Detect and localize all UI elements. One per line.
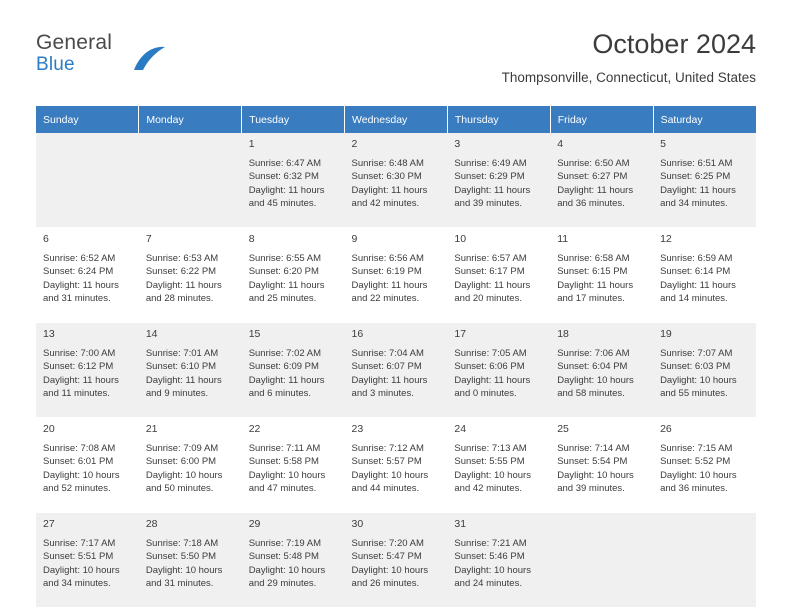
daylight-text: and 39 minutes. (454, 198, 522, 210)
daylight-text: and 50 minutes. (145, 483, 214, 495)
sunrise-text: Sunrise: 7:20 AM (351, 537, 424, 549)
sunrise-text: Sunrise: 7:09 AM (145, 442, 219, 454)
calendar-day-cell[interactable] (36, 513, 139, 608)
sunset-text: Sunset: 5:54 PM (557, 456, 628, 468)
calendar-day-cell[interactable] (653, 418, 756, 513)
day-number: 15 (248, 328, 261, 340)
sunrise-text: Sunrise: 7:02 AM (248, 347, 322, 359)
sunrise-text: Sunrise: 7:19 AM (248, 537, 322, 549)
daylight-text: and 47 minutes. (248, 483, 317, 495)
sunset-text: Sunset: 6:22 PM (145, 266, 217, 278)
sunset-text: Sunset: 6:00 PM (145, 456, 217, 468)
weekday-monday: Monday (139, 106, 242, 133)
sunset-text: Sunset: 6:01 PM (43, 456, 114, 468)
daylight-text: Daylight: 10 hours (351, 469, 429, 481)
sunset-text: Sunset: 6:12 PM (43, 361, 114, 373)
daylight-text: and 20 minutes. (454, 293, 522, 305)
calendar-empty-cell (139, 133, 242, 228)
day-number: 29 (248, 518, 261, 530)
calendar-day-cell[interactable] (242, 513, 345, 608)
sunrise-text: Sunrise: 7:01 AM (145, 347, 219, 359)
sunrise-text: Sunrise: 7:21 AM (454, 537, 527, 549)
daylight-text: and 42 minutes. (454, 483, 522, 495)
calendar-day-cell[interactable] (447, 513, 550, 608)
daylight-text: and 17 minutes. (557, 293, 625, 305)
daylight-text: and 29 minutes. (248, 578, 317, 590)
daylight-text: and 58 minutes. (557, 388, 625, 400)
calendar-day-cell[interactable] (550, 133, 653, 228)
daylight-text: Daylight: 11 hours (43, 374, 119, 386)
sunrise-text: Sunrise: 6:47 AM (248, 157, 322, 169)
sunset-text: Sunset: 6:07 PM (351, 361, 422, 373)
daylight-text: Daylight: 10 hours (145, 564, 223, 576)
calendar-day-cell[interactable] (345, 228, 448, 323)
sunrise-text: Sunrise: 7:18 AM (145, 537, 219, 549)
day-number: 22 (248, 423, 261, 435)
calendar-day-cell[interactable] (345, 323, 448, 418)
daylight-text: and 14 minutes. (660, 293, 728, 305)
sunrise-text: Sunrise: 6:53 AM (145, 252, 219, 264)
calendar-week-row (36, 513, 756, 608)
daylight-text: and 28 minutes. (145, 293, 214, 305)
daylight-text: Daylight: 11 hours (248, 374, 325, 386)
daylight-text: and 9 minutes. (145, 388, 209, 400)
calendar-day-cell[interactable] (653, 323, 756, 418)
brand-name-primary: General (36, 31, 113, 54)
sunrise-text: Sunrise: 6:50 AM (557, 157, 630, 169)
brand-logo[interactable] (36, 32, 236, 74)
calendar-day-cell[interactable] (139, 228, 242, 323)
daylight-text: and 34 minutes. (660, 198, 728, 210)
sunrise-text: Sunrise: 6:57 AM (454, 252, 527, 264)
daylight-text: Daylight: 11 hours (43, 279, 119, 291)
sunset-text: Sunset: 5:50 PM (145, 551, 217, 563)
page-title: October 2024 (592, 29, 756, 59)
weekday-sunday: Sunday (36, 106, 139, 133)
day-number: 9 (351, 233, 358, 245)
sunset-text: Sunset: 5:48 PM (248, 551, 319, 563)
sunrise-text: Sunrise: 7:12 AM (351, 442, 424, 454)
sunrise-text: Sunrise: 7:04 AM (351, 347, 424, 359)
calendar-body (36, 133, 756, 608)
sunset-text: Sunset: 6:20 PM (248, 266, 319, 278)
sunset-text: Sunset: 6:27 PM (557, 171, 628, 183)
daylight-text: and 45 minutes. (248, 198, 317, 210)
day-number: 13 (43, 328, 55, 340)
daylight-text: Daylight: 11 hours (351, 374, 428, 386)
sunrise-text: Sunrise: 6:59 AM (660, 252, 733, 264)
sunset-text: Sunset: 6:32 PM (248, 171, 319, 183)
brand-name-secondary: Blue (36, 54, 75, 75)
sunrise-text: Sunrise: 7:06 AM (557, 347, 630, 359)
calendar-day-cell[interactable] (550, 418, 653, 513)
sunrise-text: Sunrise: 7:14 AM (557, 442, 630, 454)
day-number: 26 (660, 423, 672, 435)
daylight-text: and 0 minutes. (454, 388, 517, 400)
daylight-text: and 31 minutes. (43, 293, 111, 305)
sunset-text: Sunset: 5:57 PM (351, 456, 422, 468)
sunset-text: Sunset: 6:24 PM (43, 266, 114, 278)
sunrise-text: Sunrise: 6:56 AM (351, 252, 424, 264)
daylight-text: Daylight: 11 hours (248, 279, 325, 291)
calendar-day-cell[interactable] (242, 418, 345, 513)
sunrise-text: Sunrise: 7:17 AM (43, 537, 116, 549)
daylight-text: and 31 minutes. (145, 578, 214, 590)
sunset-text: Sunset: 6:06 PM (454, 361, 525, 373)
sunset-text: Sunset: 6:14 PM (660, 266, 731, 278)
sunrise-sunset-calendar (36, 106, 756, 608)
daylight-text: Daylight: 11 hours (557, 279, 634, 291)
sunrise-text: Sunrise: 7:13 AM (454, 442, 527, 454)
calendar-day-cell[interactable] (36, 418, 139, 513)
day-number: 3 (454, 138, 461, 150)
daylight-text: Daylight: 11 hours (351, 279, 428, 291)
sunrise-text: Sunrise: 7:15 AM (660, 442, 733, 454)
daylight-text: Daylight: 10 hours (557, 469, 634, 481)
day-number: 14 (145, 328, 158, 340)
calendar-day-cell[interactable] (36, 323, 139, 418)
daylight-text: Daylight: 11 hours (248, 184, 325, 196)
weekday-tuesday: Tuesday (242, 106, 345, 133)
daylight-text: Daylight: 11 hours (351, 184, 428, 196)
sunrise-text: Sunrise: 6:58 AM (557, 252, 630, 264)
day-number: 10 (454, 233, 467, 245)
daylight-text: and 44 minutes. (351, 483, 420, 495)
day-number: 24 (454, 423, 467, 435)
sunrise-text: Sunrise: 7:08 AM (43, 442, 116, 454)
calendar-day-cell[interactable] (447, 323, 550, 418)
daylight-text: and 42 minutes. (351, 198, 420, 210)
sunrise-text: Sunrise: 7:05 AM (454, 347, 527, 359)
daylight-text: Daylight: 10 hours (454, 469, 531, 481)
sunset-text: Sunset: 6:30 PM (351, 171, 422, 183)
page-header (36, 28, 756, 100)
calendar-day-cell[interactable] (242, 323, 345, 418)
calendar-day-cell[interactable] (139, 323, 242, 418)
daylight-text: and 34 minutes. (43, 578, 111, 590)
sunrise-text: Sunrise: 6:55 AM (248, 252, 322, 264)
daylight-text: Daylight: 10 hours (660, 374, 737, 386)
daylight-text: Daylight: 11 hours (145, 279, 222, 291)
calendar-day-cell[interactable] (550, 323, 653, 418)
day-number: 2 (351, 138, 358, 150)
location-label: Thompsonville, Connecticut, United States (501, 70, 756, 86)
daylight-text: Daylight: 10 hours (454, 564, 531, 576)
day-number: 23 (351, 423, 364, 435)
sunset-text: Sunset: 6:03 PM (660, 361, 731, 373)
sunrise-text: Sunrise: 7:00 AM (43, 347, 116, 359)
daylight-text: and 25 minutes. (248, 293, 317, 305)
daylight-text: and 6 minutes. (248, 388, 312, 400)
calendar-day-cell[interactable] (653, 228, 756, 323)
swoosh-icon (132, 46, 166, 72)
day-number: 21 (145, 423, 158, 435)
sunset-text: Sunset: 6:04 PM (557, 361, 628, 373)
sunset-text: Sunset: 5:52 PM (660, 456, 731, 468)
sunrise-text: Sunrise: 6:51 AM (660, 157, 733, 169)
day-number: 17 (454, 328, 467, 340)
day-number: 20 (43, 423, 55, 435)
calendar-day-cell[interactable] (447, 418, 550, 513)
calendar-empty-cell (36, 133, 139, 228)
calendar-week-row (36, 323, 756, 418)
sunset-text: Sunset: 6:17 PM (454, 266, 525, 278)
weekday-saturday: Saturday (653, 106, 756, 133)
daylight-text: and 39 minutes. (557, 483, 625, 495)
daylight-text: and 36 minutes. (557, 198, 625, 210)
calendar-day-cell[interactable] (345, 418, 448, 513)
sunrise-text: Sunrise: 7:07 AM (660, 347, 733, 359)
sunrise-text: Sunrise: 6:52 AM (43, 252, 116, 264)
day-number: 27 (43, 518, 55, 530)
daylight-text: Daylight: 10 hours (43, 469, 120, 481)
day-number: 11 (557, 233, 569, 245)
calendar-week-row (36, 228, 756, 323)
daylight-text: Daylight: 11 hours (145, 374, 222, 386)
calendar-week-row (36, 418, 756, 513)
sunset-text: Sunset: 5:47 PM (351, 551, 422, 563)
calendar-day-cell[interactable] (139, 418, 242, 513)
weekday-friday: Friday (550, 106, 653, 133)
daylight-text: Daylight: 11 hours (557, 184, 634, 196)
day-number: 19 (660, 328, 672, 340)
calendar-day-cell[interactable] (653, 133, 756, 228)
daylight-text: Daylight: 10 hours (351, 564, 429, 576)
daylight-text: and 52 minutes. (43, 483, 111, 495)
day-number: 25 (557, 423, 569, 435)
daylight-text: and 24 minutes. (454, 578, 522, 590)
sunrise-text: Sunrise: 6:48 AM (351, 157, 424, 169)
daylight-text: and 11 minutes. (43, 388, 110, 400)
calendar-day-cell[interactable] (242, 133, 345, 228)
daylight-text: Daylight: 11 hours (454, 374, 531, 386)
sunset-text: Sunset: 6:25 PM (660, 171, 731, 183)
daylight-text: Daylight: 11 hours (454, 279, 531, 291)
day-number: 30 (351, 518, 364, 530)
calendar-day-cell[interactable] (447, 133, 550, 228)
day-number: 4 (557, 138, 564, 150)
daylight-text: and 55 minutes. (660, 388, 728, 400)
daylight-text: Daylight: 10 hours (557, 374, 634, 386)
calendar-day-cell[interactable] (345, 513, 448, 608)
calendar-day-cell[interactable] (550, 228, 653, 323)
day-number: 28 (145, 518, 158, 530)
calendar-day-cell[interactable] (139, 513, 242, 608)
day-number: 18 (557, 328, 569, 340)
daylight-text: Daylight: 10 hours (248, 469, 326, 481)
calendar-day-cell[interactable] (242, 228, 345, 323)
sunset-text: Sunset: 5:51 PM (43, 551, 114, 563)
sunset-text: Sunset: 6:15 PM (557, 266, 628, 278)
daylight-text: Daylight: 11 hours (660, 279, 736, 291)
weekday-thursday: Thursday (447, 106, 550, 133)
daylight-text: and 36 minutes. (660, 483, 728, 495)
day-number: 6 (43, 233, 49, 245)
calendar-empty-cell (550, 513, 653, 608)
calendar-header-row (36, 106, 756, 133)
calendar-day-cell[interactable] (345, 133, 448, 228)
daylight-text: Daylight: 10 hours (248, 564, 326, 576)
daylight-text: Daylight: 11 hours (660, 184, 736, 196)
sunrise-text: Sunrise: 7:11 AM (248, 442, 321, 454)
sunset-text: Sunset: 5:58 PM (248, 456, 319, 468)
daylight-text: Daylight: 11 hours (454, 184, 531, 196)
sunset-text: Sunset: 6:10 PM (145, 361, 217, 373)
daylight-text: Daylight: 10 hours (145, 469, 223, 481)
day-number: 7 (145, 233, 152, 245)
sunset-text: Sunset: 5:46 PM (454, 551, 525, 563)
day-number: 31 (454, 518, 467, 530)
daylight-text: Daylight: 10 hours (43, 564, 120, 576)
day-number: 12 (660, 233, 672, 245)
sunset-text: Sunset: 5:55 PM (454, 456, 525, 468)
sunset-text: Sunset: 6:19 PM (351, 266, 422, 278)
day-number: 1 (248, 138, 255, 150)
daylight-text: and 3 minutes. (351, 388, 414, 400)
daylight-text: and 26 minutes. (351, 578, 420, 590)
weekday-header (36, 106, 756, 133)
sunrise-text: Sunrise: 6:49 AM (454, 157, 527, 169)
day-number: 16 (351, 328, 364, 340)
calendar-week-row (36, 133, 756, 228)
calendar-empty-cell (653, 513, 756, 608)
weekday-wednesday: Wednesday (345, 106, 448, 133)
calendar-day-cell[interactable] (447, 228, 550, 323)
daylight-text: Daylight: 10 hours (660, 469, 737, 481)
day-number: 8 (248, 233, 255, 245)
day-number: 5 (660, 138, 666, 150)
sunset-text: Sunset: 6:09 PM (248, 361, 319, 373)
title-block (502, 28, 756, 85)
sunset-text: Sunset: 6:29 PM (454, 171, 525, 183)
daylight-text: and 22 minutes. (351, 293, 420, 305)
calendar-day-cell[interactable] (36, 228, 139, 323)
